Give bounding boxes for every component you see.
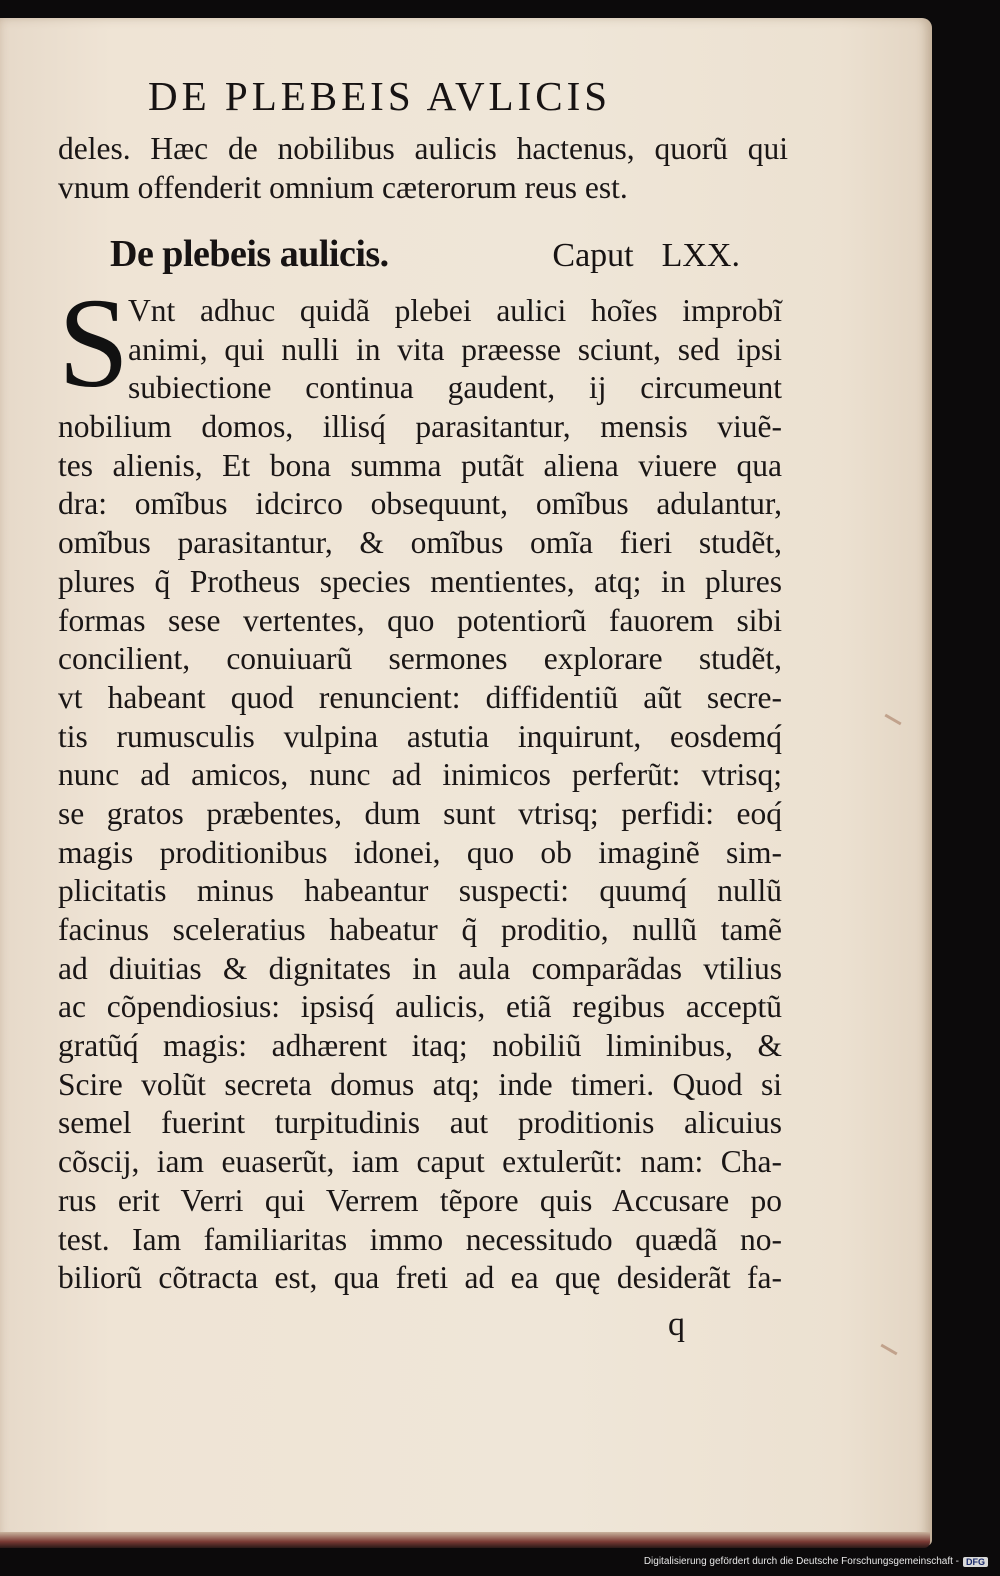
text-line: nunc ad amicos, nunc ad inimicos perferũt: vtrisq;: [58, 757, 782, 793]
text-line: facinus sceleratius habeatur q̃ proditio, nullũ tamẽ: [58, 912, 782, 947]
digitization-footer: [644, 1556, 988, 1567]
text-line: omĩbus parasitantur, & omĩbus omĩa fieri studẽt,: [58, 525, 782, 561]
text-line: plicitatis minus habeantur suspecti: quumq́ nullũ: [58, 873, 782, 909]
text-line: gratũq́ magis: adhærent itaq; nobiliũ liminibus, &: [58, 1028, 782, 1064]
text-line: vnum offenderit omnium cæterorum reus est.: [58, 169, 628, 205]
text-line: test. Iam familiaritas immo necessitudo quædã no-: [58, 1221, 782, 1257]
footer-text: Digitalisierung gefördert durch die Deutsche Forschungsgemeinschaft -: [643, 1556, 959, 1567]
catchword: q: [668, 1306, 685, 1343]
drop-cap: S: [58, 272, 130, 414]
chapter-body: [58, 292, 782, 1298]
text-line: nobilium domos, illisq́ parasitantur, mensis viuẽ-: [58, 409, 782, 445]
text-line: subiectione continua gaudent, ij circumeunt: [128, 370, 782, 406]
text-line: biliorũ cõtracta est, qua freti ad ea quę desiderãt fa-: [58, 1260, 782, 1296]
chapter-number: [552, 237, 740, 275]
text-line: vt habeant quod renuncient: diffidentiũ aũt secre-: [58, 679, 782, 715]
text-line: rus erit Verri qui Verrem tẽpore quis Accusare po: [58, 1182, 782, 1218]
text-line: ac cõpendiosius: ipsisq́ aulicis, etiã regibus acceptũ: [58, 989, 782, 1025]
page-edge: [0, 1532, 930, 1548]
text-line: tis rumusculis vulpina astutia inquirunt, eosdemq́: [58, 718, 782, 754]
chapter-heading: [110, 232, 740, 276]
text-line: concilient, conuiuarũ sermones explorare studẽt,: [58, 641, 782, 677]
chapter-title: De plebeis aulicis.: [110, 233, 389, 275]
text-line: Scire volũt secreta domus atq; inde timeri. Quod si: [58, 1066, 782, 1102]
text-line: ad diuitias & dignitates in aula comparãdas vtilius: [58, 950, 782, 986]
caput-numeral: LXX.: [661, 237, 740, 274]
text-line: animi, qui nulli in vita præesse sciunt, sed ipsi: [128, 331, 782, 367]
running-head: DE PLEBEIS AVLICIS: [148, 73, 612, 119]
dfg-logo: DFG: [963, 1557, 988, 1567]
text-line: deles. Hæc de nobilibus aulicis hactenus, quorũ qui: [58, 131, 788, 166]
text-line: dra: omĩbus idcirco obsequunt, omĩbus adulantur,: [58, 486, 782, 522]
paper-stain: [880, 1344, 897, 1356]
paper-stain: [884, 714, 901, 726]
text-line: plures q̃ Protheus species mentientes, atq; in plures: [58, 563, 782, 599]
text-line: semel fuerint turpitudinis aut proditionis alicuius: [58, 1105, 782, 1141]
text-line: cõscij, iam euaserũt, iam caput extulerũt: nam: Cha-: [58, 1144, 782, 1180]
text-line: tes alienis, Et bona summa putãt aliena viuere qua: [58, 447, 782, 483]
caput-label: Caput: [552, 237, 634, 274]
text-line: formas sese vertentes, quo potentiorũ fauorem sibi: [58, 602, 782, 638]
text-line: magis proditionibus idonei, quo ob imaginẽ sim-: [58, 834, 782, 870]
intro-text: [58, 130, 788, 207]
text-line: Vnt adhuc quidã plebei aulici hoĩes improbĩ: [128, 293, 782, 328]
text-line: se gratos præbentes, dum sunt vtrisq; perfidi: eoq́: [58, 795, 782, 831]
